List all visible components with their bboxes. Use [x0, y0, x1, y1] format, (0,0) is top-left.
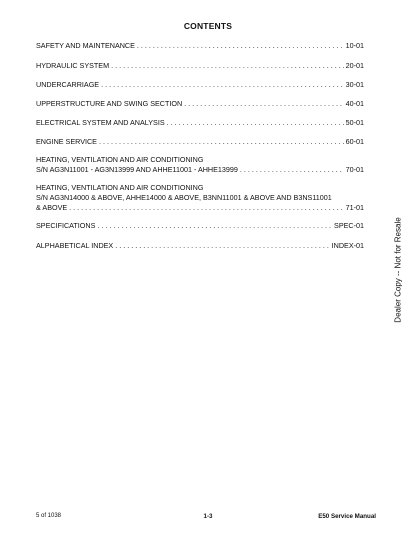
toc-entry-label: HEATING, VENTILATION AND AIR CONDITIONING — [36, 155, 204, 164]
dot-leader — [240, 165, 344, 175]
dot-leader — [101, 80, 344, 90]
dot-leader — [184, 99, 343, 109]
toc-page-number: 40-01 — [345, 99, 364, 108]
toc-entry-label: SAFETY AND MAINTENANCE — [36, 41, 135, 50]
toc-entry-engine-service[interactable] — [36, 137, 364, 147]
toc-entry-undercarriage[interactable] — [36, 80, 364, 90]
toc-entry-label: SPECIFICATIONS — [36, 221, 96, 230]
toc-entry-label: ALPHABETICAL INDEX — [36, 241, 114, 250]
toc-entry-safety-maintenance[interactable] — [36, 41, 364, 51]
toc-entry-sublabel-continued: & ABOVE — [36, 203, 68, 212]
toc-entry-label: UPPERSTRUCTURE AND SWING SECTION — [36, 99, 183, 108]
toc-entry-alphabetical-index[interactable] — [36, 241, 364, 251]
dot-leader — [99, 137, 344, 147]
toc-page-number: 20-01 — [345, 61, 364, 70]
toc-page-number: 30-01 — [345, 80, 364, 89]
dot-leader — [137, 41, 344, 51]
dot-leader — [111, 61, 344, 71]
toc-entry-specifications[interactable] — [36, 221, 364, 231]
toc-entry-electrical-system[interactable] — [36, 118, 364, 128]
toc-page-number: 70-01 — [345, 165, 364, 174]
footer-manual-title: E50 Service Manual — [318, 513, 376, 520]
toc-entry-label: ELECTRICAL SYSTEM AND ANALYSIS — [36, 118, 165, 127]
toc-page-number: 71-01 — [345, 203, 364, 212]
toc-entry-sublabel: S/N AG3N11001 - AG3N13999 AND AHHE11001 - AHHE13999 — [36, 165, 238, 174]
dot-leader — [97, 221, 332, 231]
footer-page-number: 1-3 — [203, 513, 213, 520]
dot-leader — [167, 118, 344, 128]
toc-page-number: 60-01 — [345, 137, 364, 146]
toc-page-number: INDEX-01 — [331, 241, 364, 250]
toc-entry-hydraulic-system[interactable] — [36, 61, 364, 71]
toc-entry-upperstructure-swing[interactable] — [36, 99, 364, 109]
toc-entry-label: ENGINE SERVICE — [36, 137, 97, 146]
toc-entry-label: HEATING, VENTILATION AND AIR CONDITIONING — [36, 183, 204, 192]
toc-entry-hvac-71[interactable] — [36, 183, 364, 213]
dealer-copy-watermark: Dealer Copy -- Not for Resale — [393, 217, 403, 323]
toc-page-number: 10-01 — [345, 41, 364, 50]
toc-page-number: 50-01 — [345, 118, 364, 127]
footer-page-count: 5 of 1038 — [36, 513, 62, 519]
toc-entry-label: UNDERCARRIAGE — [36, 80, 100, 89]
page-title: CONTENTS — [183, 21, 233, 31]
toc-entry-label: HYDRAULIC SYSTEM — [36, 61, 110, 70]
toc-page-number: SPEC-01 — [334, 221, 364, 230]
dot-leader — [69, 203, 343, 213]
dot-leader — [115, 241, 329, 251]
toc-entry-sublabel: S/N AG3N14000 & ABOVE, AHHE14000 & ABOVE, B3NN11001 & ABOVE AND B3NS11001 — [36, 193, 332, 202]
toc-entry-hvac-70[interactable] — [36, 155, 364, 175]
